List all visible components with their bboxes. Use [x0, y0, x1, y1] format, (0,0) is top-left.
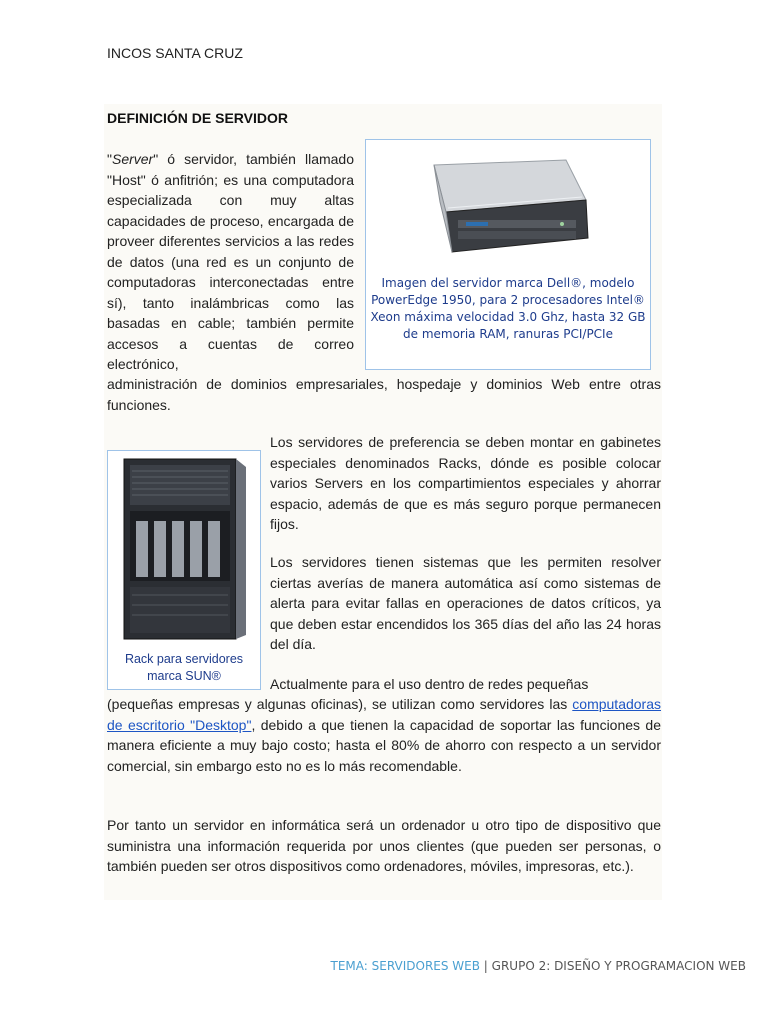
server-term: Server [111, 151, 154, 167]
paragraph-alerts: Los servidores tienen sistemas que les permiten resolver ciertas averías de manera automática así como sistemas de alerta para evitar fallas en operaciones de datos críticos, ya que deben estar encendidos los 365 días del año las 24 horas del día. [270, 554, 661, 652]
desktop-computers-link[interactable]: computadoras de escritorio "Desktop" [107, 696, 661, 733]
footer-separator: | [479, 959, 492, 973]
small-networks-text: (pequeñas empresas y algunas oficinas), se utilizan como servidores las [107, 696, 573, 712]
page-header: INCOS SANTA CRUZ [107, 45, 243, 61]
dell-server-image [366, 140, 650, 270]
rack-figure [107, 450, 261, 690]
paragraph-conclusion: Por tanto un servidor en informática será un ordenador u otro tipo de dispositivo que suministra una información requerida por unos clientes (que pueden ser personas, o también pueden ser otros dispositivos como ordenadores, móviles, impresoras, etc.). [107, 817, 661, 874]
quote-close: " [153, 151, 159, 167]
page-footer [331, 959, 746, 973]
server-figure [365, 139, 651, 370]
section-title: DEFINICIÓN DE SERVIDOR [107, 110, 288, 126]
footer-group: GRUPO 2: DISEÑO Y PROGRAMACION WEB [491, 959, 746, 973]
server-caption: Imagen del servidor marca Dell®, modelo PowerEdge 1950, para 2 procesadores Intel® Xeon máxima velocidad 3.0 Ghz, hasta 32 GB de memoria RAM, ranuras PCI/PCIe [370, 276, 646, 341]
paragraph-racks: Los servidores de preferencia se deben montar en gabinetes especiales denominados Racks, dónde es posible colocar varios Servers en los compartimientos especiales y ahorrar espacio, además de que es más seguro porque permanecen fijos. [270, 434, 661, 532]
paragraph-intro: "Server" ó servidor, también llamado "Host" ó anfitrión; es una computadora especializada con muy altas capacidades de proceso, encargada de proveer diferentes servicios a las redes de datos (una red es un conjunto de computadoras interconectadas entre sí), tanto inalámbricas como las basadas en cable; también permite accesos a cuentas de correo electrónico, [107, 151, 354, 372]
paragraph-small-networks-line1: Actualmente para el uso dentro de redes pequeñas [270, 676, 589, 692]
paragraph-small-networks [107, 694, 661, 776]
footer-topic: TEMA: SERVIDORES WEB [330, 959, 480, 973]
sun-rack-image [108, 451, 260, 647]
small-networks-text-cont: , debido a que tienen la capacidad de soportar las funciones de manera eficiente a muy bajo costo; hasta el 80% de ahorro con respecto a un servidor comercial, sin embargo esto no es lo más recomendable. [107, 716, 661, 774]
rack-caption: Rack para servidores marca SUN® [124, 652, 244, 683]
paragraph-intro-continued: administración de dominios empresariales, hospedaje y dominios Web entre otras funciones. [107, 376, 661, 413]
intro-text: ó servidor, también llamado "Host" ó anfitrión; es una computadora especializada con muy altas capacidades de proceso, encargada de proveer diferentes servicios a las redes de datos (una red es un conjunto de computadoras interconectadas entre sí), tanto inalámbricas como las basadas en cable; también permite accesos a cuentas de correo electrónico, [107, 151, 354, 372]
